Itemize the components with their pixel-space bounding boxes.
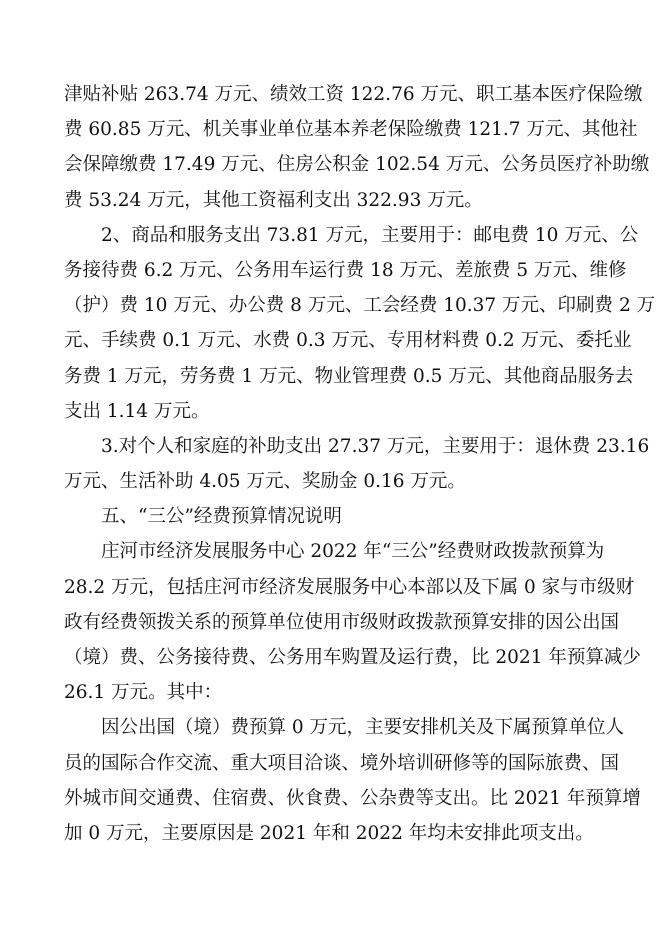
paragraph-household-subsidy: [64, 429, 650, 499]
text-line: 28.2 万元，包括庄河市经济发展服务中心本部以及下属 0 家与市级财: [64, 576, 635, 598]
text-line: （境）费、公务接待费、公务用车购置及运行费，比 2021 年预算减少: [64, 647, 641, 668]
paragraph-three-public-budget: [64, 534, 641, 710]
text-line: 外城市间交通费、住宿费、伙食费、公杂费等支出。比 2021 年预算增: [64, 787, 641, 809]
text-line: 万元、生活补助 4.05 万元、奖励金 0.16 万元。: [64, 471, 466, 493]
text-line: 26.1 万元。其中：: [64, 682, 223, 704]
text-line: 员的国际合作交流、重大项目洽谈、境外培训研修等的国际旅费、国: [64, 752, 620, 774]
text-line: 支出 1.14 万元。: [64, 400, 210, 422]
text-line: 务费 1 万元，劳务费 1 万元、物业管理费 0.5 万元、其他商品服务去: [64, 365, 634, 387]
text-line: 费 53.24 万元，其他工资福利支出 322.93 万元。: [64, 189, 483, 211]
text-line: 津贴补贴 263.74 万元、绩效工资 122.76 万元、职工基本医疗保险缴: [64, 84, 643, 105]
text-line: 3.对个人和家庭的补助支出 27.37 万元，主要用于：退休费 23.16: [101, 435, 650, 457]
text-line: 2、商品和服务支出 73.81 万元，主要用于：邮电费 10 万元、公: [101, 224, 639, 246]
paragraph-overseas-travel: [64, 710, 641, 851]
text-line: 务接待费 6.2 万元、公务用车运行费 18 万元、差旅费 5 万元、维修: [64, 259, 627, 281]
text-line: 加 0 万元，主要原因是 2021 年和 2022 年均未安排此项支出。: [64, 822, 594, 844]
paragraph-goods-services: [64, 218, 656, 429]
section-heading: [64, 499, 600, 534]
text-line: （护）费 10 万元、办公费 8 万元、工会经费 10.37 万元、印刷费 2 万: [64, 295, 656, 317]
text-line: 费 60.85 万元、机关事业单位基本养老保险缴费 121.7 万元、其他社: [64, 119, 638, 141]
document-page: [64, 77, 656, 851]
text-line: 庄河市经济发展服务中心 2022 年“三公”经费财政拨款预算为: [101, 541, 605, 563]
paragraph-wage-details: [64, 77, 650, 218]
text-line: 元、手续费 0.1 万元、水费 0.3 万元、专用材料费 0.2 万元、委托业: [64, 330, 632, 352]
text-line: 会保障缴费 17.49 万元、住房公积金 102.54 万元、公务员医疗补助缴: [64, 154, 650, 176]
text-line: 政有经费领拨关系的预算单位使用市级财政拨款预算安排的因公出国: [64, 611, 620, 633]
text-line: 因公出国（境）费预算 0 万元，主要安排机关及下属预算单位人: [101, 717, 625, 739]
heading-three-public-expenses: 五、“三公”经费预算情况说明: [101, 506, 342, 528]
